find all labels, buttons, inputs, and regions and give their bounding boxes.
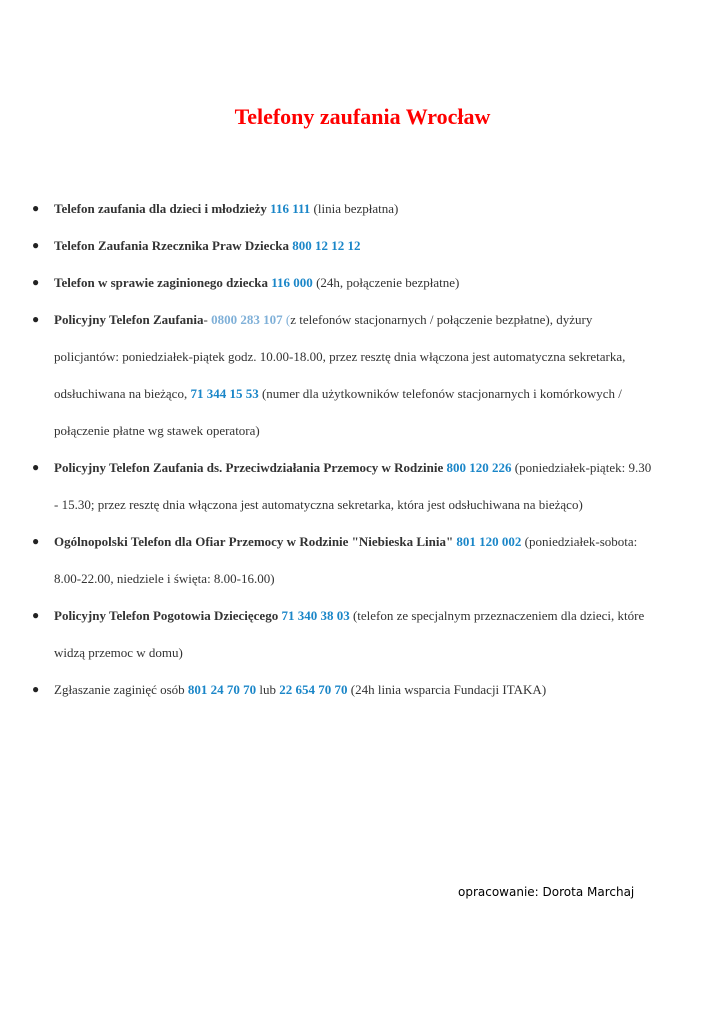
list-item <box>32 190 654 227</box>
phone-number-secondary: 71 344 15 53 <box>190 386 259 401</box>
bullet-icon: ● <box>32 312 40 326</box>
bullet-icon: ● <box>32 238 40 252</box>
hotline-name: Policyjny Telefon Pogotowia Dziecięcego <box>54 608 279 623</box>
separator: - <box>203 312 212 327</box>
hotline-note: (telefon ze specjalnym przeznaczeniem dla dzieci, które widzą przemoc w domu) <box>54 608 645 660</box>
hotline-list <box>32 190 654 708</box>
hotline-note: (poniedziałek-sobota: 8.00-22.00, niedziele i święta: 8.00-16.00) <box>54 534 638 586</box>
bullet-icon: ● <box>32 275 40 289</box>
bullet-icon: ● <box>32 534 40 548</box>
bullet-icon: ● <box>32 608 40 622</box>
list-item <box>32 301 654 449</box>
page-title: Telefony zaufania Wrocław <box>234 104 491 129</box>
phone-number: 801 24 70 70 <box>187 682 257 697</box>
hotline-name: Telefon zaufania dla dzieci i młodzieży <box>54 201 267 216</box>
paren-open: ( <box>282 312 291 327</box>
bullet-icon: ● <box>32 460 40 474</box>
hotline-name: Telefon w sprawie zaginionego dziecka <box>54 275 269 290</box>
hotline-note: (24h, połączenie bezpłatne) <box>312 275 460 290</box>
hotline-note: z telefonów stacjonarnych / połączenie bezpłatne), dyżury policjantów: poniedziałek-piątek godz. 10.00-18.00, przez resztę dnia włączona jest automatyczna sekretarka, odsłuchiwana na bieżąco, <box>54 312 626 401</box>
hotline-note: (poniedziałek-piątek: 9.30 - 15.30; przez resztę dnia włączona jest automatyczna sekretarka, która jest odsłuchiwana na bieżąco) <box>54 460 652 512</box>
list-item <box>32 264 654 301</box>
hotline-name: Ogólnopolski Telefon dla Ofiar Przemocy w Rodzinie "Niebieska Linia" <box>54 534 454 549</box>
phone-number: 71 340 38 03 <box>281 608 350 623</box>
conjunction: lub <box>256 682 280 697</box>
phone-number: 800 120 226 <box>446 460 512 475</box>
list-item <box>32 449 654 523</box>
hotline-lead: Zgłaszanie zaginięć osób <box>54 682 188 697</box>
hotline-name: Telefon Zaufania Rzecznika Praw Dziecka <box>54 238 289 253</box>
phone-number: 801 120 002 <box>456 534 522 549</box>
hotline-note: (linia bezpłatna) <box>310 201 399 216</box>
phone-number: 800 12 12 12 <box>292 238 361 253</box>
list-item <box>32 523 654 597</box>
phone-number: 116 000 <box>271 275 313 290</box>
phone-number-secondary: 22 654 70 70 <box>279 682 348 697</box>
hotline-name: Policyjny Telefon Zaufania <box>54 312 204 327</box>
bullet-icon: ● <box>32 201 40 215</box>
list-item <box>32 597 654 671</box>
phone-number: 0800 283 107 <box>211 312 283 327</box>
hotline-note-secondary: (numer dla użytkowników telefonów stacjonarnych i komórkowych / połączenie płatne wg stawek operatora) <box>54 386 622 438</box>
hotline-name: Policyjny Telefon Zaufania ds. Przeciwdziałania Przemocy w Rodzinie <box>54 460 444 475</box>
phone-number: 116 111 <box>270 201 311 216</box>
list-item <box>32 227 654 264</box>
bullet-icon: ● <box>32 682 40 696</box>
author-signature: opracowanie: Dorota Marchaj <box>458 885 635 899</box>
list-item <box>32 671 654 708</box>
hotline-note: (24h linia wsparcia Fundacji ITAKA) <box>347 682 547 697</box>
